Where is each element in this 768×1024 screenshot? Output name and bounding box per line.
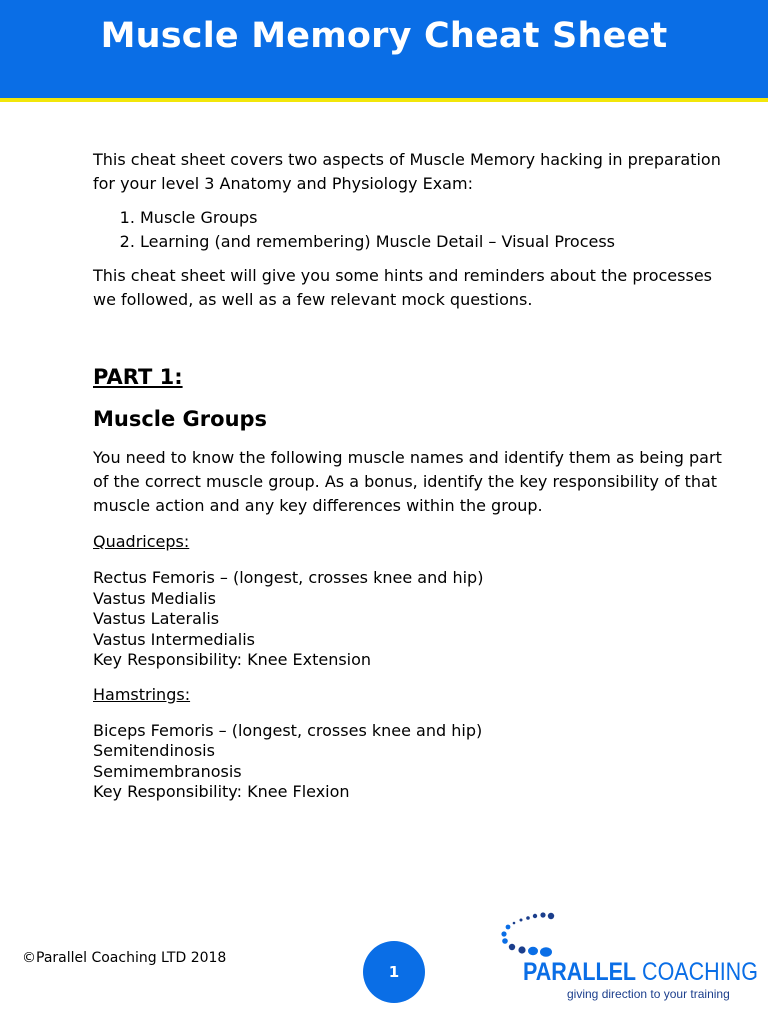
group-heading-hamstrings: Hamstrings: xyxy=(93,684,191,704)
list-item: Key Responsibility: Knee Flexion xyxy=(93,782,350,801)
list-item: Vastus Medialis xyxy=(93,588,216,608)
quadriceps-list xyxy=(93,568,733,671)
part-heading: PART 1: xyxy=(93,365,183,389)
page-number-badge xyxy=(363,941,425,1003)
list-item: Rectus Femoris – (longest, crosses knee and hip) xyxy=(93,568,484,587)
parallel-coaching-logo xyxy=(495,908,758,1008)
hamstrings-list xyxy=(93,721,733,803)
list-item: 2. Learning (and remembering) Muscle Detail – Visual Process xyxy=(140,230,733,254)
header-banner xyxy=(0,0,768,102)
logo-tagline: giving direction to your training xyxy=(567,987,730,1001)
list-item: Vastus Intermedialis xyxy=(93,629,256,649)
copyright-text: ©Parallel Coaching LTD 2018 xyxy=(22,950,227,966)
document-body xyxy=(93,148,733,803)
summary-paragraph: This cheat sheet will give you some hints and reminders about the processes we followed, as well as a few relevant mock questions. xyxy=(93,266,712,309)
section-title: Muscle Groups xyxy=(93,407,268,431)
page-title: Muscle Memory Cheat Sheet xyxy=(100,16,668,56)
section-intro: You need to know the following muscle names and identify them as being part of the correct muscle group. As a bonus, identify the key responsibility of that muscle action and any key differences within the group. xyxy=(93,448,722,515)
list-item: Vastus Lateralis xyxy=(93,609,220,628)
list-item: Biceps Femoris – (longest, crosses knee and hip) xyxy=(93,720,483,740)
list-item: Semimembranosis xyxy=(93,761,242,781)
list-item: 1. Muscle Groups xyxy=(140,206,733,230)
list-item: Semitendinosis xyxy=(93,741,215,760)
logo-wordmark: PARALLEL COACHING xyxy=(523,958,758,986)
group-heading-quadriceps: Quadriceps: xyxy=(93,532,190,551)
topics-list xyxy=(93,206,733,254)
page-number: 1 xyxy=(388,963,400,981)
intro-paragraph: This cheat sheet covers two aspects of Muscle Memory hacking in preparation for your level 3 Anatomy and Physiology Exam: xyxy=(93,150,721,193)
list-item: Key Responsibility: Knee Extension xyxy=(93,650,372,669)
